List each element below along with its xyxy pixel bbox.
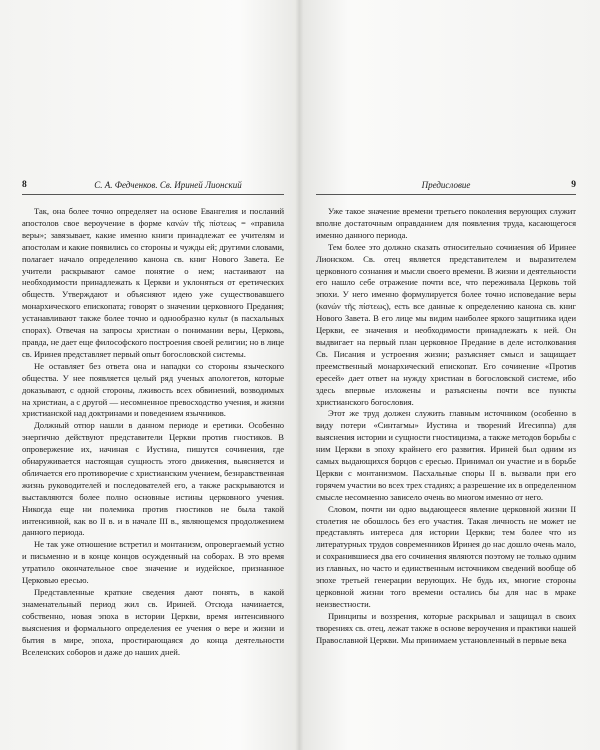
running-head: Предисловие xyxy=(421,180,471,190)
paragraph: Тем более это должно сказать относительно сочинения об Иринее Лионском. Св. отец является представителем и выразителем церковного сознания и мысли своего времени. В жизни и деятельности его нашло себе отражение почти все, что переживала Церковь той эпохи. У него именно формулируется более точно исповедание веры (κανών τῆς πίστεως), есть все данные к определению канона св. книг Нового Завета. В его лице мы видим наиболее яркого защитника идеи Церкви, ее значения и необходимости принадлежать к ней. Он выдвигает на первый план церковное Предание в деле истолкования Св. Писания и устроения жизни; разъясняет смысл и защищает преемственный монархический епископат. Его сочинение «Против ересей» дает ответ на нужду христиан в богословской системе, ибо здесь впервые изложены и разъяснены почти все пункты христианского богословия. xyxy=(316,241,576,407)
paragraph: Словом, почти ни одно выдающееся явление церковной жизни II столетия не обошлось без его участия. Такая личность не может не представлять интереса для истории Церкви; тем более что из литературных трудов современников Иринея до нас дошло очень мало, и сохранившиеся два его сочинения являются поэтому не только одним из главных, но часто и единственным источником сведений вообще об эпохе третьей генерации верующих. Не будь их, многие стороны церковной жизни того времени остались бы для нас в мраке неизвестности. xyxy=(316,503,576,609)
left-page xyxy=(22,180,284,658)
right-page-header xyxy=(316,180,576,195)
paragraph: Так, она более точно определяет на основе Евангелия и посланий апостолов свое вероучение в форме κανών τῆς πίστεως = «правила веры»; завязывает, какие именно книги принадлежат ее учителям и апостолам и какие появились со стороны и чужды ей; другими словами, полагает начало определению канона св. книг Нового Завета. Ее учители раскрывают самое понятие о нем; настаивают на необходимости принадлежать к Церкви и уклоняться от еретических обществ. Утверждают и объясняют идею уже существовавшего монархического епископата; говорят о значении церковного Предания; устанавливают также более точно и однообразно культ (в пасхальных спорах). Отвечая на запросы христиан о понимании веры, Церковь, правда, не дает еще философского построения своей религии; но в лице св. Иринея представляет первый опыт богословской системы. xyxy=(22,206,284,359)
right-page xyxy=(316,180,576,647)
paragraph: Не оставляет без ответа она и нападки со стороны языческого общества. У нее появляется целый ряд ученых апологетов, которые доказывают, с одной стороны, лживость всех обвинений, возводимых на христиан, а с другой — несомненное превосходство учения, и жизни христианской над доктринами и поведением язычников. xyxy=(22,360,284,419)
paragraph: Принципы и воззрения, которые раскрывал и защищал в своих творениях св. отец, лежат также в основе вероучения и практики нашей Православной Церкви. Мы принимаем установленный в первые века xyxy=(316,610,576,645)
paragraph: Уже такое значение времени третьего поколения верующих служит вполне достаточным оправданием для появления труда, касающегося именно данного периода. xyxy=(316,206,576,240)
left-page-header xyxy=(22,180,284,195)
running-head: С. А. Федченков. Св. Ириней Лионский xyxy=(94,180,242,190)
left-page-body xyxy=(22,206,284,658)
paragraph: Представленные краткие сведения дают понять, в какой знаменательный период жил св. Ириней. Отсюда начинается, собственно, новая эпоха в истории Церкви, время интенсивного выяснения и формального определения ее учения о вере и жизни и бытия в мире, эпоха, простирающаяся до конца деятельности Вселенских соборов и даже до наших дней. xyxy=(22,587,284,657)
paragraph: Этот же труд должен служить главным источником (особенно в виду потери «Синтагмы» Иустина и творений Игесиппа) для выяснения истории и сущности гностицизма, а также методов борьбы с ним Церкви в эпоху крайнего его развития. Ириней был одним из самых выдающихся борцов с ересью. Принимал он участие и в борьбе Церкви с монтанизмом. Пасхальные споры II в. вызвали при его горячем участии во всех трех стадиях; а разрешение их в определенном смысле несомненно зависело очень во многом именно от него. xyxy=(316,408,576,502)
right-page-body xyxy=(316,206,576,647)
page-number: 8 xyxy=(22,180,27,190)
page-number: 9 xyxy=(571,180,576,190)
paragraph: Должный отпор нашли в данном периоде и еретики. Особенно энергично действуют представители Церкви против гностиков. В опровержение их, начиная с Иустина, пишутся сочинения, где обнаруживается настоящая сущность этого движения, выясняется и обличается его противоречие с христианским учением, безнравственная жизнь руководителей и последователей его, а также раскрываются и выставляются более полно основные истины церковного учения. Никогда еще ни полемика против гностиков не была такой интенсивной, как во II в. и в начале III в., являющемся продолжением данного периода. xyxy=(22,420,284,538)
paragraph: Не так уже отношение встретил и монтанизм, опровергаемый устно и письменно и в конце концов осужденный на соборах. В это время утратило окончательное свое значение и иудейское, признанное Церковью ересью. xyxy=(22,539,284,586)
